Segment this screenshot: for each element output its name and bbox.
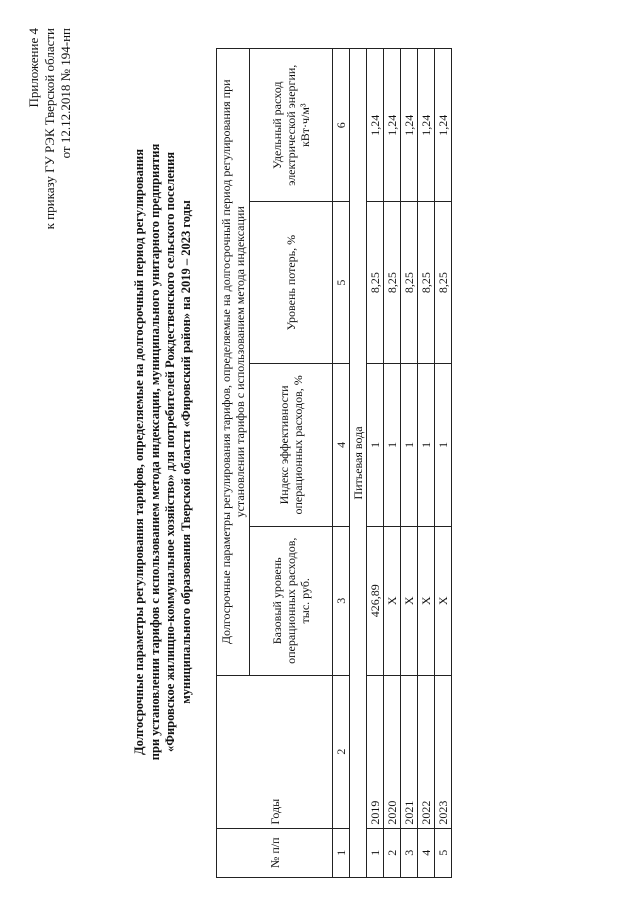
column-number: 1 xyxy=(332,828,349,877)
row-base-level: Х xyxy=(434,526,451,675)
group-row-label: Питьевая вода xyxy=(349,49,366,878)
header-loss-level: Уровень потерь, % xyxy=(249,202,332,363)
row-specific-consumption: 1,24 xyxy=(400,49,417,202)
appendix-reference xyxy=(26,28,74,229)
row-base-level: Х xyxy=(383,526,400,675)
row-year: 2019 xyxy=(366,675,383,828)
row-base-level: 426,89 xyxy=(366,526,383,675)
row-efficiency-index: 1 xyxy=(434,363,451,526)
column-number: 6 xyxy=(332,49,349,202)
header-base-level: Базовый уровень операционных расходов, тыс. руб. xyxy=(249,526,332,675)
row-loss-level: 8,25 xyxy=(366,202,383,363)
table-row xyxy=(434,49,451,878)
table-row xyxy=(417,49,434,878)
header-efficiency-index: Индекс эффективности операционных расходов, % xyxy=(249,363,332,526)
title-line-1: Долгосрочные параметры регулирования тарифов, определяемые на долгосрочный период регулирования xyxy=(131,149,146,756)
row-efficiency-index: 1 xyxy=(400,363,417,526)
row-loss-level: 8,25 xyxy=(434,202,451,363)
row-specific-consumption: 1,24 xyxy=(366,49,383,202)
row-number: 3 xyxy=(400,828,417,877)
row-efficiency-index: 1 xyxy=(366,363,383,526)
column-number: 3 xyxy=(332,526,349,675)
title-line-4: муниципального образования Тверской области «Фировский район» на 2019 – 2023 годы xyxy=(178,200,192,704)
row-number: 5 xyxy=(434,828,451,877)
row-loss-level: 8,25 xyxy=(400,202,417,363)
column-number-row xyxy=(332,49,349,878)
header-specific-consumption: Удельный расход электрической энергии, кВт·ч/м³ xyxy=(249,49,332,202)
row-number: 2 xyxy=(383,828,400,877)
parameters-table xyxy=(216,48,452,878)
row-base-level: Х xyxy=(400,526,417,675)
column-number: 4 xyxy=(332,363,349,526)
appendix-line-1: Приложение 4 xyxy=(25,28,41,108)
row-efficiency-index: 1 xyxy=(417,363,434,526)
table-row xyxy=(400,49,417,878)
row-year: 2023 xyxy=(434,675,451,828)
appendix-line-2: к приказу ГУ РЭК Тверской области xyxy=(41,28,57,230)
row-efficiency-index: 1 xyxy=(383,363,400,526)
header-num: № п/п xyxy=(216,828,332,877)
title-line-3: «Фировское жилищно-коммунальное хозяйство» для потребителей Рождественского сельского поселения xyxy=(162,151,177,753)
row-number: 4 xyxy=(417,828,434,877)
document-title xyxy=(132,12,194,892)
title-line-2: при установлении тарифов с использованием метода индексации, муниципального унитарного предприятия xyxy=(147,143,161,761)
row-loss-level: 8,25 xyxy=(383,202,400,363)
row-loss-level: 8,25 xyxy=(417,202,434,363)
column-number: 5 xyxy=(332,202,349,363)
row-year: 2021 xyxy=(400,675,417,828)
table-row xyxy=(383,49,400,878)
header-years: Годы xyxy=(216,675,332,828)
row-specific-consumption: 1,24 xyxy=(434,49,451,202)
row-specific-consumption: 1,24 xyxy=(417,49,434,202)
row-number: 1 xyxy=(366,828,383,877)
column-number: 2 xyxy=(332,675,349,828)
table-row xyxy=(366,49,383,878)
row-year: 2022 xyxy=(417,675,434,828)
row-year: 2020 xyxy=(383,675,400,828)
header-group: Долгосрочные параметры регулирования тарифов, определяемые на долгосрочный период регулирования при установлении тарифов с использованием метода индексации xyxy=(216,49,249,676)
document-page xyxy=(20,12,620,892)
appendix-line-3: от 12.12.2018 № 194-нп xyxy=(57,28,73,159)
row-specific-consumption: 1,24 xyxy=(383,49,400,202)
group-row xyxy=(349,49,366,878)
row-base-level: Х xyxy=(417,526,434,675)
